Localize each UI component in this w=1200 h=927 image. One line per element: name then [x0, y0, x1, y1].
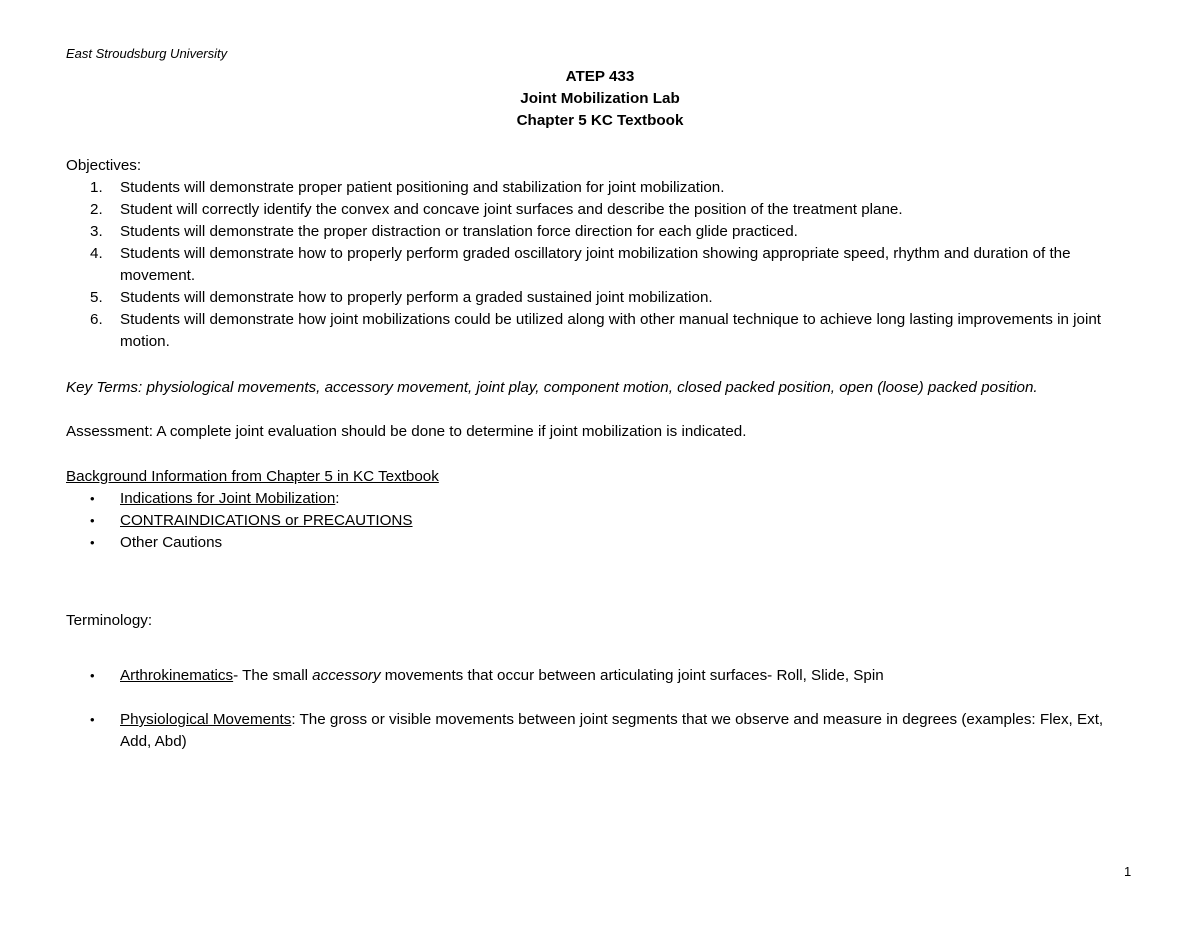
bullet-icon: •: [90, 535, 95, 550]
list-item: [66, 309, 1126, 353]
list-item: [66, 532, 1066, 554]
indications-link-text: Indications for Joint Mobilization: [120, 490, 336, 507]
arthrokinematics-term: Arthrokinematics: [120, 667, 234, 684]
physiological-term: Physiological Movements: [120, 711, 292, 728]
item-text: Students will demonstrate how to properly perform a graded sustained joint mobilization.: [120, 289, 713, 306]
list-item: [66, 709, 1126, 753]
page-number: 1: [1124, 864, 1132, 879]
contraindications-text: CONTRAINDICATIONS or PRECAUTIONS: [120, 512, 413, 529]
arthro-post: movements that occur between articulating joint surfaces- Roll, Slide, Spin: [380, 667, 884, 684]
item-suffix: :: [335, 490, 340, 507]
arthro-italic: accessory: [312, 667, 381, 684]
list-item: [66, 287, 1126, 309]
objectives-list: [66, 177, 1126, 353]
list-item: [66, 510, 1066, 532]
list-item: [66, 199, 1126, 221]
list-item: [66, 243, 1126, 287]
bullet-icon: •: [90, 668, 95, 683]
background-heading: Background Information from Chapter 5 in KC Textbook: [66, 468, 439, 485]
terminology-label: Terminology:: [66, 612, 153, 629]
item-text: Students will demonstrate proper patient positioning and stabilization for joint mobilization.: [120, 179, 725, 196]
terminology-list: [66, 665, 1126, 775]
objectives-label: Objectives:: [66, 157, 142, 174]
course-title: ATEP 433: [565, 68, 635, 85]
item-number: 6.: [90, 311, 103, 328]
item-text: Student will correctly identify the convex and concave joint surfaces and describe the position of the treatment plane.: [120, 201, 903, 218]
bullet-icon: •: [90, 712, 95, 727]
chapter-title: Chapter 5 KC Textbook: [516, 112, 684, 129]
arthro-pre: - The small: [233, 667, 313, 684]
bullet-icon: •: [90, 513, 95, 528]
item-text: Students will demonstrate the proper distraction or translation force direction for each glide practiced.: [120, 223, 798, 240]
list-item: [66, 488, 1066, 510]
list-item: [66, 665, 1126, 687]
title-block: [0, 66, 1200, 132]
key-terms: Key Terms: physiological movements, accessory movement, joint play, component motion, closed packed position, open (loose) packed position.: [66, 379, 1038, 396]
item-number: 2.: [90, 201, 103, 218]
other-cautions-text: Other Cautions: [120, 534, 223, 551]
item-number: 1.: [90, 179, 103, 196]
item-text: Students will demonstrate how joint mobilizations could be utilized along with other manual technique to achieve long lasting improvements in joint motion.: [120, 311, 1101, 350]
bullet-icon: •: [90, 491, 95, 506]
list-item: [66, 221, 1126, 243]
lab-title: Joint Mobilization Lab: [520, 90, 680, 107]
item-number: 5.: [90, 289, 103, 306]
list-item: [66, 177, 1126, 199]
item-number: 4.: [90, 245, 103, 262]
background-list: [66, 488, 1066, 554]
item-number: 3.: [90, 223, 103, 240]
institution-header: East Stroudsburg University: [66, 46, 228, 61]
assessment-text: Assessment: A complete joint evaluation should be done to determine if joint mobilization is indicated.: [66, 423, 747, 440]
physio-text: : The gross or visible movements between joint segments that we observe and measure in degrees (examples: Flex, Ext, Add, Abd): [120, 711, 1104, 750]
item-text: Students will demonstrate how to properly perform graded oscillatory joint mobilization showing appropriate speed, rhythm and duration of the movement.: [120, 245, 1071, 284]
